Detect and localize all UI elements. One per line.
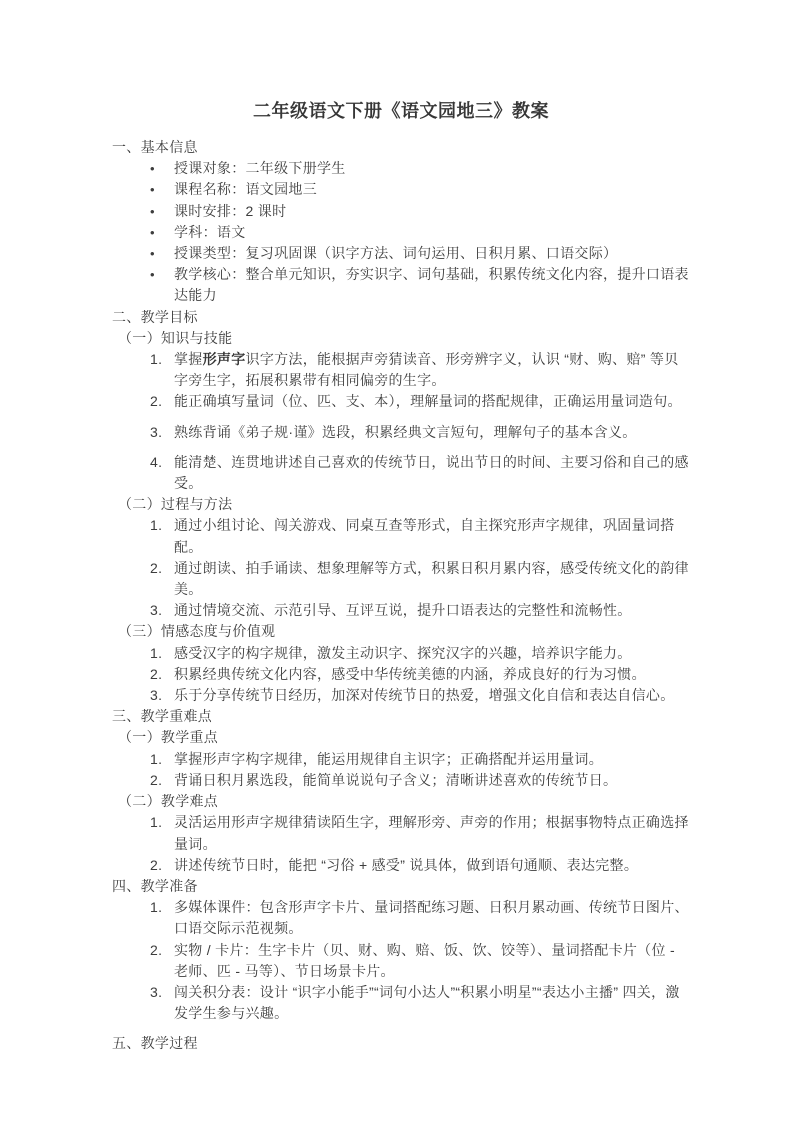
item-text: 掌握形声字构字规律，能运用规律自主识字；正确搭配并运用量词。 (174, 750, 603, 767)
item-text: 灵活运用形声字规律猜读陌生字，理解形旁、声旁的作用；根据事物特点正确选择量词。 (174, 814, 689, 852)
section-heading-teaching-process: 五、教学过程 (112, 1035, 198, 1052)
numbered-item (112, 349, 690, 391)
item-text: 积累经典传统文化内容，感受中华传统美德的内涵，养成良好的行为习惯。 (174, 665, 646, 682)
item-number: 1. (150, 644, 163, 661)
item-text-bold: 形声字 (202, 351, 246, 368)
numbered-item (112, 422, 690, 443)
numbered-item (112, 558, 690, 600)
subsection-heading-knowledge: （一）知识与技能 (118, 329, 233, 346)
document-title: 二年级语文下册《语文园地三》教案 (253, 101, 549, 121)
item-text: 实物 / 卡片：生字卡片（贝、财、购、赔、饭、饮、饺等）、量词搭配卡片（位 - 老师、匹 - 马等）、节日场景卡片。 (174, 941, 675, 979)
item-number: 3. (150, 687, 163, 704)
item-number: 2. (150, 941, 163, 958)
subsection-heading-process: （二）过程与方法 (118, 496, 233, 513)
item-number: 1. (150, 899, 163, 916)
item-text: 通过情境交流、示范引导、互评互说，提升口语表达的完整性和流畅性。 (174, 602, 632, 619)
item-text: 乐于分享传统节日经历，加深对传统节日的热爱，增强文化自信和表达自信心。 (174, 687, 675, 704)
item-number: 2. (150, 771, 163, 788)
subsection-heading-difficulty: （二）教学难点 (118, 793, 219, 810)
item-number: 2. (150, 856, 163, 873)
numbered-item (112, 749, 690, 770)
item-text: 熟练背诵《弟子规·谨》选段，积累经典文言短句，理解句子的基本含义。 (174, 423, 637, 440)
item-number: 1. (150, 517, 163, 534)
bullet-icon: • (150, 224, 155, 240)
item-text: 背诵日积月累选段，能简单说说句子含义；清晰讲述喜欢的传统节日。 (174, 771, 618, 788)
numbered-item (112, 770, 690, 791)
bullet-item (112, 179, 690, 200)
numbered-item (112, 452, 690, 494)
numbered-item (112, 855, 690, 876)
item-text: 感受汉字的构字规律，激发主动识字、探究汉字的兴趣，培养识字能力。 (174, 644, 632, 661)
item-number: 3. (150, 602, 163, 619)
numbered-item (112, 982, 690, 1024)
item-text (174, 349, 690, 391)
bullet-text: 课程名称：语文园地三 (174, 181, 317, 198)
section-heading-objectives: 二、教学目标 (112, 308, 198, 325)
item-text: 通过朗读、拍手诵读、想象理解等方式，积累日积月累内容，感受传统文化的韵律美。 (174, 559, 689, 598)
bullet-item (112, 222, 690, 243)
item-number: 1. (150, 814, 163, 831)
bullet-item (112, 243, 690, 264)
bullet-icon: • (150, 182, 155, 198)
item-text: 讲述传统节日时，能把 “习俗 + 感受” 说具体，做到语句通顺、表达完整。 (174, 856, 639, 873)
bullet-item (112, 264, 690, 306)
subsection-heading-emotion: （三）情感态度与价值观 (118, 623, 276, 640)
bullet-text: 授课类型：复习巩固课（识字方法、词句运用、日积月累、口语交际） (174, 245, 618, 262)
numbered-item (112, 812, 690, 854)
subsection-heading-focus: （一）教学重点 (118, 729, 219, 746)
bullet-icon: • (150, 267, 155, 283)
numbered-item (112, 685, 690, 706)
numbered-item (112, 600, 690, 621)
item-number: 3. (150, 983, 163, 1000)
item-number: 2. (150, 393, 163, 410)
bullet-text: 学科：语文 (174, 223, 246, 240)
numbered-item (112, 643, 690, 664)
section-heading-basic-info: 一、基本信息 (112, 139, 198, 155)
item-number: 4. (150, 453, 163, 470)
item-number: 3. (150, 423, 163, 440)
bullet-item (112, 201, 690, 222)
section-heading-key-difficult: 三、教学重难点 (112, 708, 213, 725)
item-number: 1. (150, 351, 163, 368)
bullet-item (112, 158, 690, 179)
bullet-text: 课时安排：2 课时 (174, 202, 287, 219)
item-text: 闯关积分表：设计 “识字小能手”“词句小达人”“积累小明星”“表达小主播” 四关，激发学生参与兴趣。 (174, 983, 680, 1022)
section-heading-preparation: 四、教学准备 (112, 877, 198, 894)
numbered-item (112, 940, 690, 982)
item-number: 1. (150, 750, 163, 767)
item-text: 通过小组讨论、闯关游戏、同桌互查等形式，自主探究形声字规律，巩固量词搭配。 (174, 517, 675, 555)
item-text-prefix: 掌握 (174, 351, 203, 368)
numbered-item (112, 897, 690, 939)
bullet-text: 教学核心：整合单元知识，夯实识字、词句基础，积累传统文化内容，提升口语表达能力 (174, 266, 689, 304)
bullet-icon: • (150, 203, 155, 219)
item-number: 2. (150, 665, 163, 682)
item-text: 能清楚、连贯地讲述自己喜欢的传统节日，说出节日的时间、主要习俗和自己的感受。 (174, 453, 689, 492)
numbered-item (112, 515, 690, 557)
numbered-item (112, 664, 690, 685)
item-number: 2. (150, 559, 163, 576)
item-text-suffix: 识字方法，能根据声旁猜读音、形旁辨字义，认识 “财、购、赔” 等贝字旁生字，拓展积累带有相同偏旁的生字。 (174, 351, 679, 389)
bullet-icon: • (150, 161, 155, 177)
item-text: 多媒体课件：包含形声字卡片、量词搭配练习题、日积月累动画、传统节日图片、口语交际示范视频。 (174, 899, 689, 937)
bullet-text: 授课对象：二年级下册学生 (174, 160, 346, 177)
item-text: 能正确填写量词（位、匹、支、本），理解量词的搭配规律，正确运用量词造句。 (174, 393, 682, 410)
numbered-item (112, 391, 690, 412)
bullet-icon: • (150, 246, 155, 262)
